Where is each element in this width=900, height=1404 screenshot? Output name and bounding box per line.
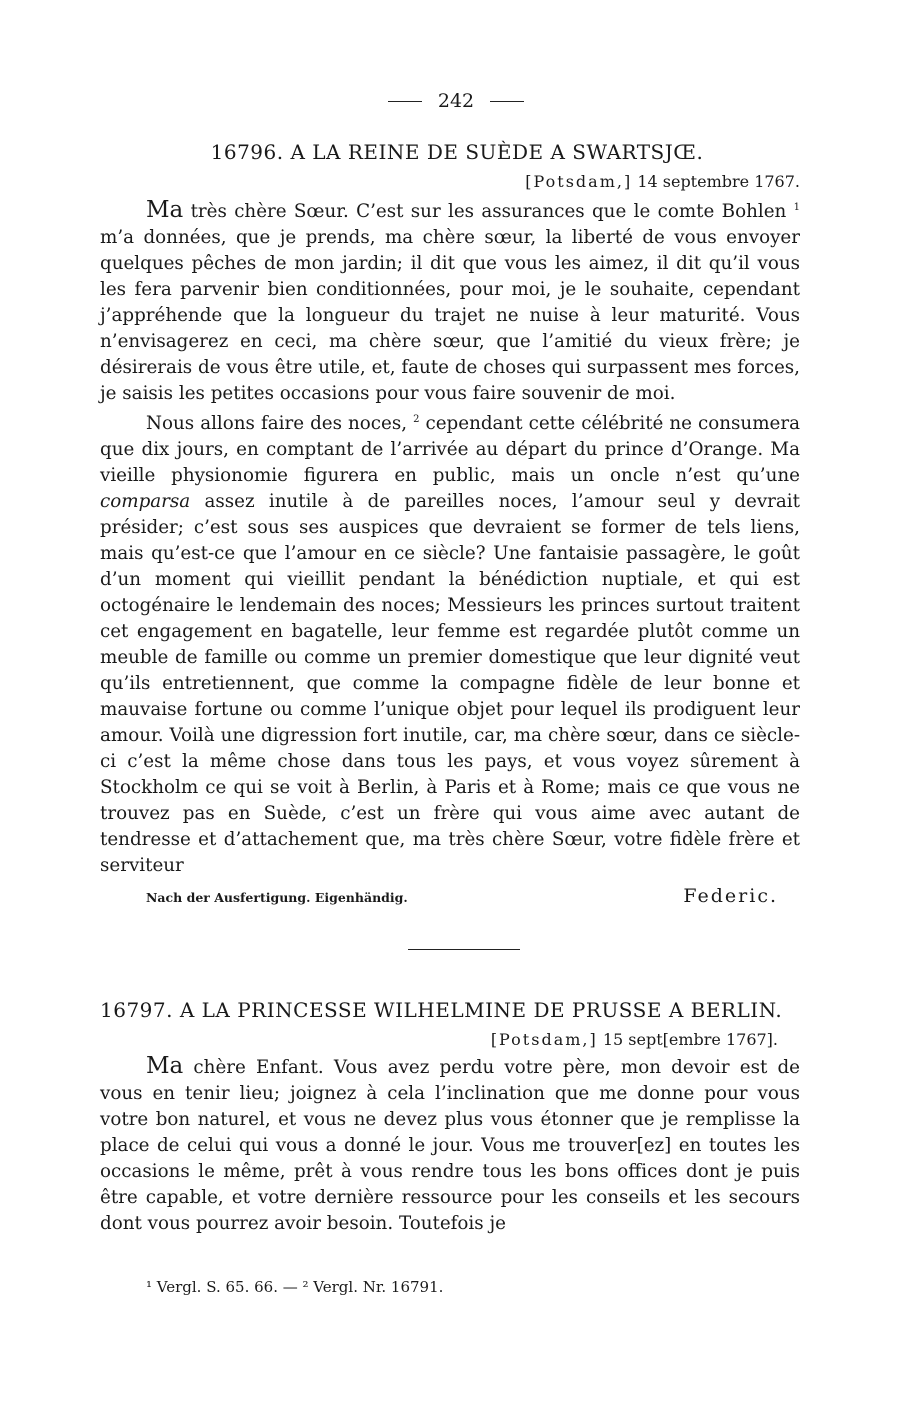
paragraph-text: assez inutile à de pareilles noces, l’amour seul y devrait présider; c’est sous ses auspices que devraient se former de tels liens, mais qu’est-ce que l’amour en ce siècle? Une fantaisie passagère, le goût d’un moment qui vieillit pendant la bénédiction nuptiale, et qui est octogénaire le lendemain des noces; Messieurs les princes surtout traitent cet engagement en bagatelle, leur femme est regardée plutôt comme un meuble de famille ou comme un premier domestique que leur dignité veut qu’ils entretiennent, que comme la compagne fidèle de leur bonne et mauvaise fortune ou comme l’unique objet pour lequel ils prodiguent leur amour. Voilà une digression fort inutile, car, ma chère sœur, dans ce siècle-ci c’est la même chose dans tous les pays, et vous voyez sûrement à Stockholm ce qui se voit à Berlin, à Paris et à Rome; mais ce que vous ne trouvez pas en Suède, c’est un frère qui vous aime avec autant de tendresse et d’attachement que, ma très chère Sœur, votre fidèle frère et serviteur xyxy=(100,491,800,877)
salutation-start: Ma xyxy=(146,1053,184,1080)
letter-heading: 16797. A LA PRINCESSE WILHELMINE DE PRUSSE A BERLIN. xyxy=(100,998,783,1023)
page-number-line xyxy=(112,84,800,118)
paragraph-text: m’a données, que je prends, ma chère sœur, la liberté de vous envoyer quelques pêches de mon jardin; il dit que vous les aimez, il dit qu’il vous les fera parvenir bien conditionnées, pour moi, je le souhaite, cependant j’appréhende que la longueur du trajet ne nuise à leur maturité. Vous n’envisagerez en ceci, ma chère sœur, que l’amitié du vieux frère; je désirerais de vous être utile, et, faute de choses qui surpassent mes forces, je saisis les petites occasions pour vous faire souvenir de moi. xyxy=(100,227,800,405)
italic-word: comparsa xyxy=(100,491,191,513)
date-place: [Potsdam,] xyxy=(490,1030,598,1050)
page xyxy=(100,84,800,1237)
date: 15 sept[embre 1767]. xyxy=(602,1030,778,1050)
date-place: [Potsdam,] xyxy=(525,172,633,191)
letter-body xyxy=(100,1053,800,1237)
letter-16796 xyxy=(100,140,800,907)
paragraph-text: chère Enfant. Vous avez perdu votre père, mon devoir est de vous en tenir lieu; joignez à cela l’inclination que me donne pour vous votre bon naturel, et vous ne devez plus vous étonner que je remplisse la place de celui qui vous a donné le jour. Vous me trouver[ez] en toutes les occasions le même, prêt à vous rendre tous les bons offices dont je puis être capable, et votre dernière ressource pour les conseils et les secours dont vous pourrez avoir besoin. Toutefois je xyxy=(100,1057,800,1235)
page-number: 242 xyxy=(437,90,475,112)
salutation-start: Ma xyxy=(146,197,184,224)
signature-line xyxy=(100,885,800,907)
dateline xyxy=(100,172,800,191)
paragraph xyxy=(100,1053,800,1237)
paragraph xyxy=(100,407,800,879)
dash-right xyxy=(490,101,524,102)
paragraph xyxy=(100,195,800,407)
letter-16797 xyxy=(100,998,800,1237)
source-note: Nach der Ausfertigung. Eigenhändig. xyxy=(146,890,408,906)
date: 14 septembre 1767. xyxy=(637,172,800,191)
signature: Federic. xyxy=(683,885,778,908)
dateline xyxy=(100,1030,800,1049)
letter-body xyxy=(100,195,800,879)
footnotes: ¹ Vergl. S. 65. 66. — ² Vergl. Nr. 16791. xyxy=(146,1278,444,1296)
letter-heading: 16796. A LA REINE DE SUÈDE A SWARTSJŒ. xyxy=(210,140,704,164)
paragraph-text: Nous allons faire des noces, xyxy=(146,413,414,435)
paragraph-text: cependant cette célébrité ne consumera que dix jours, en comptant de l’arrivée au départ du prince d’Orange. Ma vieille physionomie figurera en public, mais un oncle n’est qu’une xyxy=(100,413,800,487)
separator-rule xyxy=(408,949,520,950)
dash-left xyxy=(388,101,422,102)
paragraph-text: très chère Sœur. C’est sur les assurances que le comte Bohlen xyxy=(183,201,794,223)
footnote-mark: 1 xyxy=(793,202,800,213)
footnote-mark: 2 xyxy=(413,414,420,426)
